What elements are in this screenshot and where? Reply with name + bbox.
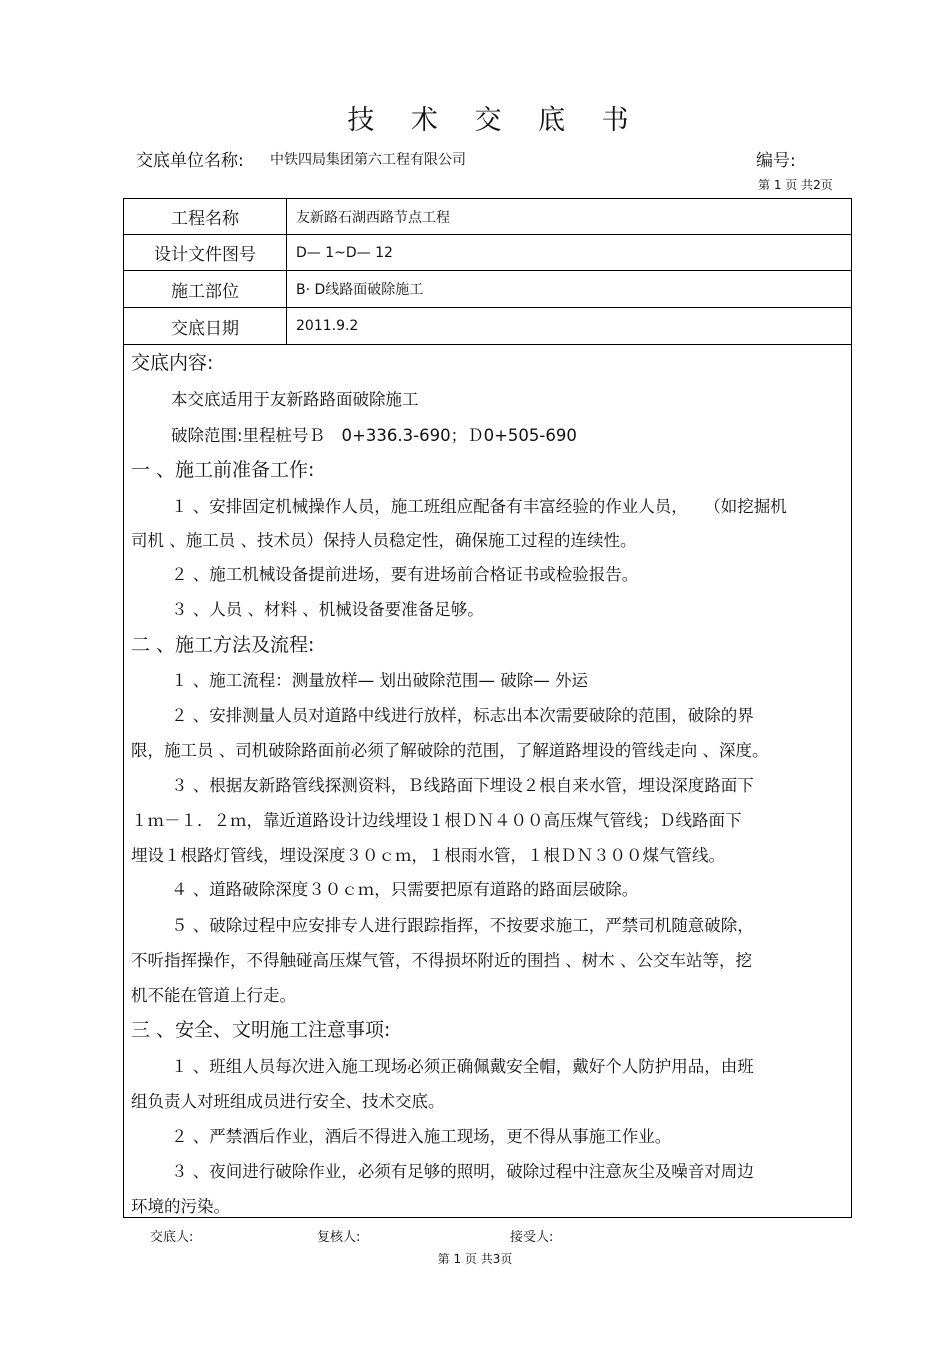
info-row-drawing: [124, 235, 851, 271]
paragraph: 司机 、施工员 、技术员）保持人员稳定性，确保施工过程的连续性。: [131, 531, 637, 550]
paragraph: ２ 、施工机械设备提前进场，要有进场前合格证书或检验报告。: [171, 565, 639, 584]
paragraph: １ 、安排固定机械操作人员，施工班组应配备有丰富经验的作业人员， （如挖掘机: [171, 497, 787, 516]
paragraph: 环境的污染。: [131, 1197, 230, 1216]
paragraph: １ｍ－１．２ｍ，靠近道路设计边线埋设１根ＤＮ４００高压煤气管线；Ｄ线路面下: [131, 811, 742, 830]
unit-label: 交底单位名称:: [136, 151, 244, 171]
receiver-label: 接受人:: [510, 1230, 554, 1245]
paragraph: ２ 、严禁酒后作业，酒后不得进入施工现场，更不得从事施工作业。: [171, 1127, 672, 1146]
paragraph: 不听指挥操作，不得触碰高压煤气管，不得损坏附近的围挡 、树木 、公交车站等，挖: [131, 951, 752, 970]
page-indicator-bottom: 第 1 页 共3页: [437, 1252, 513, 1266]
content-heading: 交底内容:: [131, 352, 214, 374]
info-value: 2011.9.2: [296, 318, 359, 334]
disclosure-form: [123, 198, 852, 1218]
paragraph: ３ 、夜间进行破除作业，必须有足够的照明，破除过程中注意灰尘及噪音对周边: [171, 1162, 754, 1181]
info-label: 交底日期: [124, 308, 287, 344]
info-label: 工程名称: [124, 199, 287, 234]
paragraph: 埋设１根路灯管线，埋设深度３０ｃｍ，１根雨水管，１根ＤＮ３００煤气管线。: [131, 846, 725, 865]
number-label: 编号:: [756, 151, 796, 171]
section-1-title: 一 、施工前准备工作:: [131, 459, 315, 481]
paragraph: 限，施工员 、司机破除路面前必须了解破除的范围，了解道路埋设的管线走向 、深度。: [131, 741, 769, 760]
info-value: 友新路石湖西路节点工程: [296, 209, 450, 226]
unit-value: 中铁四局集团第六工程有限公司: [270, 152, 466, 168]
paragraph: 组负责人对班组成员进行安全、技术交底。: [131, 1092, 445, 1111]
intro-text: 本交底适用于友新路路面破除施工: [171, 390, 419, 409]
info-value: D— 1~D— 12: [296, 244, 393, 261]
paragraph: ３ 、根据友新路管线探测资料，Ｂ线路面下埋设２根自来水管，埋设深度路面下: [171, 776, 754, 795]
presenter-label: 交底人:: [150, 1230, 194, 1245]
paragraph: １ 、施工流程：测量放样— 划出破除范围— 破除— 外运: [171, 671, 588, 690]
info-row-project: [124, 199, 851, 235]
paragraph: ４ 、道路破除深度３０ｃｍ，只需要把原有道路的路面层破除。: [171, 880, 639, 899]
section-3-title: 三 、安全、文明施工注意事项:: [131, 1019, 391, 1041]
paragraph: ３ 、人员 、材料 、机械设备要准备足够。: [171, 600, 484, 619]
range-text: 破除范围:里程桩号Ｂ 0+336.3-690；Ｄ0+505-690: [171, 426, 577, 445]
document-title: 技 术 交 底 书: [347, 105, 643, 136]
info-label: 施工部位: [124, 271, 287, 307]
section-2-title: 二 、施工方法及流程:: [131, 634, 315, 656]
info-value: B· D线路面破除施工: [296, 282, 424, 298]
page-indicator-top: 第 1 页 共2页: [758, 178, 833, 192]
paragraph: １ 、班组人员每次进入施工现场必须正确佩戴安全帽，戴好个人防护用品，由班: [171, 1057, 754, 1076]
paragraph: ５ 、破除过程中应安排专人进行跟踪指挥，不按要求施工，严禁司机随意破除，: [171, 916, 754, 935]
paragraph: ２ 、安排测量人员对道路中线进行放样，标志出本次需要破除的范围，破除的界: [171, 706, 754, 725]
info-row-date: [124, 308, 851, 345]
info-row-location: [124, 271, 851, 308]
info-label: 设计文件图号: [124, 235, 287, 270]
reviewer-label: 复核人:: [317, 1230, 361, 1245]
paragraph: 机不能在管道上行走。: [131, 986, 296, 1005]
